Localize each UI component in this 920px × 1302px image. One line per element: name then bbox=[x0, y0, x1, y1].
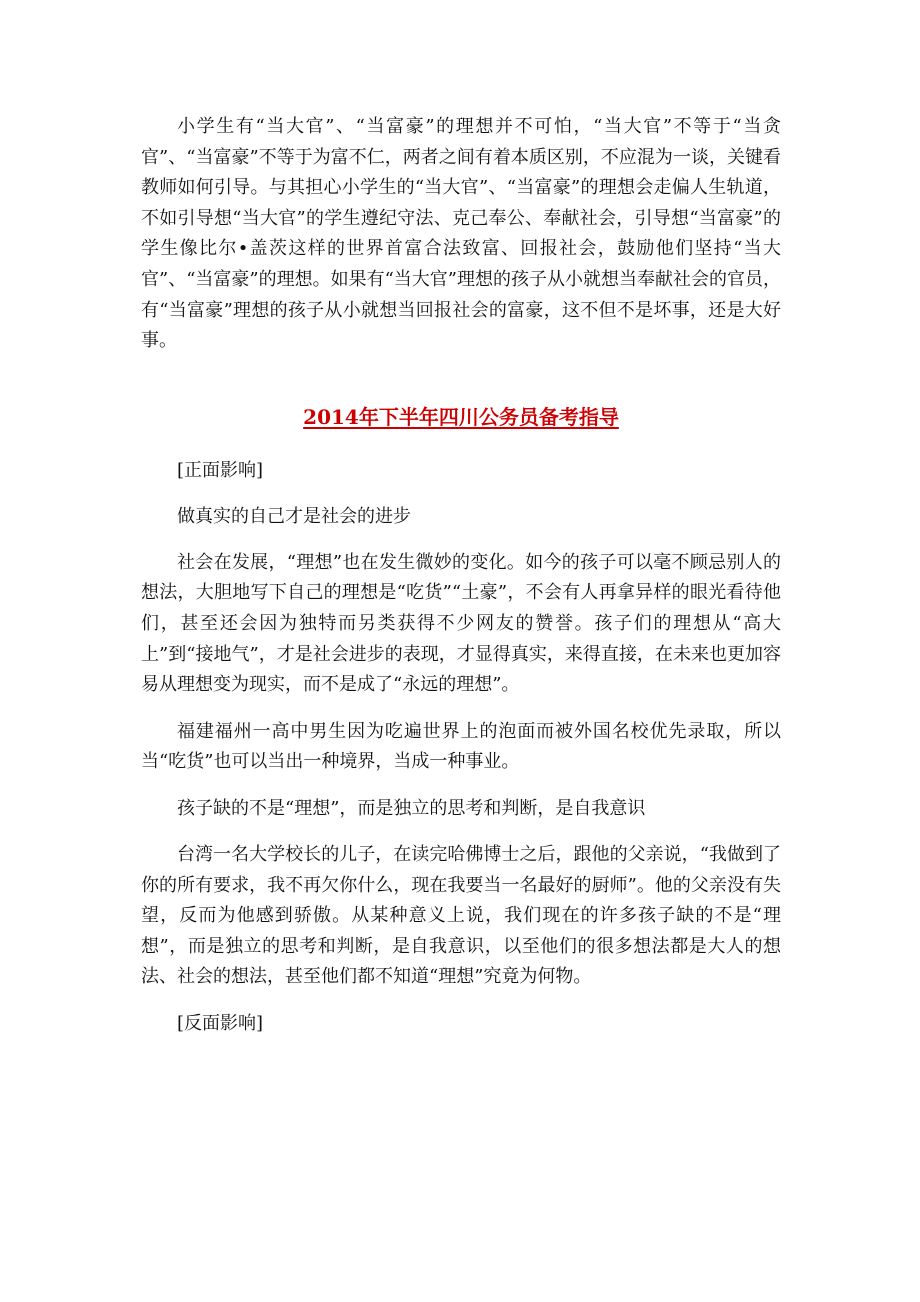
subheading-real-self: 做真实的自己才是社会的进步 bbox=[177, 505, 411, 527]
positive-impact-label: [正面影响] bbox=[177, 459, 264, 481]
document-body bbox=[141, 112, 781, 1055]
intro-paragraph: 小学生有“当大官”、“当富豪”的理想并不可怕，“当大官”不等于“当贪官”、“当富豪”不等于为富不仁，两者之间有着本质区别，不应混为一谈，关键看教师如何引导。与其担心小学生的“当大官”、“当富豪”的理想会走偏人生轨道，不如引导想“当大官”的学生遵纪守法、克己奉公、奉献社会，引导想“当富豪”的学生像比尔•盖茨这样的世界首富合法致富、回报社会，鼓励他们坚持“当大官”、“当富豪”的理想。如果有“当大官”理想的孩子从小就想当奉献社会的官员，有“当富豪”理想的孩子从小就想当回报社会的富豪，这不但不是坏事，还是大好事。 bbox=[141, 116, 782, 352]
section-heading: 2014年下半年四川公务员备考指导 bbox=[303, 404, 619, 429]
subheading-independent-thinking: 孩子缺的不是“理想”，而是独立的思考和判断，是自我意识 bbox=[177, 797, 646, 819]
paragraph-society-change: 社会在发展，“理想”也在发生微妙的变化。如今的孩子可以毫不顾忌别人的想法，大胆地写下自己的理想是“吃货”“土豪”，不会有人再拿异样的眼光看待他们，甚至还会因为独特而另类获得不少网友的赞誉。孩子们的理想从“高大上”到“接地气”，才是社会进步的表现，才显得真实，来得直接，在未来也更加容易从理想变为现实，而不是成了“永远的理想”。 bbox=[141, 551, 781, 696]
negative-impact-label: [反面影响] bbox=[177, 1012, 264, 1034]
paragraph-fuzhou-student: 福建福州一高中男生因为吃遍世界上的泡面而被外国名校优先录取，所以当“吃货”也可以当出一种境界，当成一种事业。 bbox=[141, 720, 781, 773]
paragraph-taiwan-story: 台湾一名大学校长的儿子，在读完哈佛博士之后，跟他的父亲说，“我做到了你的所有要求，我不再欠你什么，现在我要当一名最好的厨师”。他的父亲没有失望，反而为他感到骄傲。从某种意义上说，我们现在的许多孩子缺的不是“理想”，而是独立的思考和判断，是自我意识，以至他们的很多想法都是大人的想法、社会的想法，甚至他们都不知道“理想”究竟为何物。 bbox=[141, 843, 781, 988]
